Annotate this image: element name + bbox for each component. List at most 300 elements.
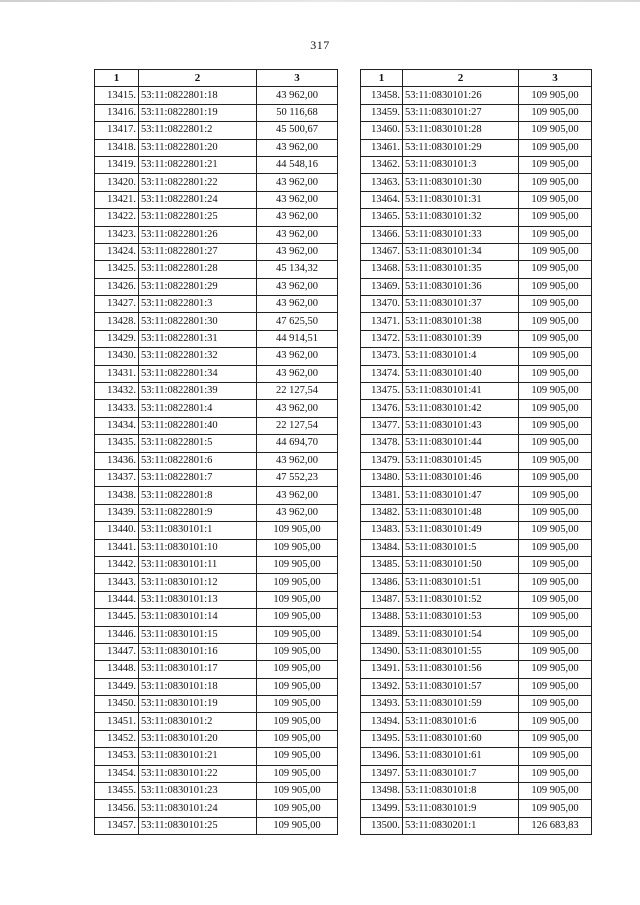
table-row [361, 696, 592, 713]
left-table [94, 69, 338, 835]
cadastral-value: 109 905,00 [519, 278, 592, 295]
cadastral-value: 109 905,00 [519, 191, 592, 208]
cadastral-value: 109 905,00 [519, 365, 592, 382]
row-number: 13500. [361, 817, 403, 834]
cadastral-number: 53:11:0830101:12 [139, 574, 257, 591]
cadastral-number: 53:11:0830101:39 [403, 330, 519, 347]
cadastral-number: 53:11:0830101:52 [403, 591, 519, 608]
header-row [95, 70, 338, 87]
header-row [361, 70, 592, 87]
row-number: 13479. [361, 452, 403, 469]
row-number: 13452. [95, 730, 139, 747]
cadastral-number: 53:11:0830101:3 [403, 156, 519, 173]
table-row [95, 87, 338, 104]
row-number: 13461. [361, 139, 403, 156]
cadastral-number: 53:11:0822801:5 [139, 435, 257, 452]
table-row [95, 243, 338, 260]
cadastral-value: 43 962,00 [257, 226, 338, 243]
table-row [361, 730, 592, 747]
cadastral-number: 53:11:0830101:33 [403, 226, 519, 243]
row-number: 13426. [95, 278, 139, 295]
table-row [95, 174, 338, 191]
cadastral-number: 53:11:0830101:56 [403, 661, 519, 678]
table-row [95, 556, 338, 573]
cadastral-value: 109 905,00 [519, 139, 592, 156]
row-number: 13446. [95, 626, 139, 643]
cadastral-number: 53:11:0830101:6 [403, 713, 519, 730]
cadastral-value: 109 905,00 [519, 226, 592, 243]
cadastral-value: 126 683,83 [519, 817, 592, 834]
row-number: 13448. [95, 661, 139, 678]
row-number: 13457. [95, 817, 139, 834]
row-number: 13460. [361, 122, 403, 139]
table-row [95, 661, 338, 678]
table-row [95, 365, 338, 382]
table-row [361, 609, 592, 626]
row-number: 13475. [361, 383, 403, 400]
row-number: 13424. [95, 243, 139, 260]
row-number: 13490. [361, 643, 403, 660]
table-row [95, 643, 338, 660]
cadastral-value: 109 905,00 [257, 522, 338, 539]
table-row [361, 383, 592, 400]
cadastral-number: 53:11:0822801:28 [139, 261, 257, 278]
row-number: 13416. [95, 104, 139, 121]
cadastral-number: 53:11:0822801:19 [139, 104, 257, 121]
row-number: 13497. [361, 765, 403, 782]
row-number: 13486. [361, 574, 403, 591]
row-number: 13482. [361, 504, 403, 521]
cadastral-number: 53:11:0822801:26 [139, 226, 257, 243]
cadastral-number: 53:11:0822801:3 [139, 296, 257, 313]
table-row [361, 783, 592, 800]
row-number: 13425. [95, 261, 139, 278]
cadastral-value: 109 905,00 [257, 591, 338, 608]
cadastral-number: 53:11:0830101:9 [403, 800, 519, 817]
table-row [95, 522, 338, 539]
row-number: 13423. [95, 226, 139, 243]
cadastral-value: 109 905,00 [257, 800, 338, 817]
header-col-3: 3 [519, 70, 592, 87]
row-number: 13437. [95, 469, 139, 486]
table-row [361, 174, 592, 191]
cadastral-number: 53:11:0830101:46 [403, 469, 519, 486]
cadastral-value: 109 905,00 [519, 783, 592, 800]
row-number: 13415. [95, 87, 139, 104]
row-number: 13474. [361, 365, 403, 382]
table-row [95, 609, 338, 626]
cadastral-value: 109 905,00 [519, 661, 592, 678]
cadastral-number: 53:11:0830101:51 [403, 574, 519, 591]
row-number: 13489. [361, 626, 403, 643]
table-row [95, 626, 338, 643]
row-number: 13429. [95, 330, 139, 347]
cadastral-number: 53:11:0830101:48 [403, 504, 519, 521]
cadastral-number: 53:11:0830101:13 [139, 591, 257, 608]
cadastral-value: 109 905,00 [257, 765, 338, 782]
row-number: 13488. [361, 609, 403, 626]
row-number: 13472. [361, 330, 403, 347]
row-number: 13451. [95, 713, 139, 730]
cadastral-value: 109 905,00 [519, 730, 592, 747]
cadastral-value: 109 905,00 [257, 713, 338, 730]
table-row [95, 591, 338, 608]
cadastral-number: 53:11:0830101:59 [403, 696, 519, 713]
cadastral-value: 109 905,00 [519, 609, 592, 626]
row-number: 13443. [95, 574, 139, 591]
table-row [95, 330, 338, 347]
table-row [95, 348, 338, 365]
cadastral-number: 53:11:0830101:28 [403, 122, 519, 139]
cadastral-number: 53:11:0830101:26 [403, 87, 519, 104]
row-number: 13464. [361, 191, 403, 208]
row-number: 13492. [361, 678, 403, 695]
row-number: 13441. [95, 539, 139, 556]
cadastral-value: 109 905,00 [519, 209, 592, 226]
cadastral-number: 53:11:0830101:27 [403, 104, 519, 121]
cadastral-number: 53:11:0830101:61 [403, 748, 519, 765]
row-number: 13421. [95, 191, 139, 208]
row-number: 13420. [95, 174, 139, 191]
cadastral-number: 53:11:0822801:22 [139, 174, 257, 191]
table-row [361, 504, 592, 521]
cadastral-value: 109 905,00 [257, 643, 338, 660]
cadastral-number: 53:11:0822801:27 [139, 243, 257, 260]
table-row [361, 365, 592, 382]
cadastral-value: 109 905,00 [519, 591, 592, 608]
cadastral-number: 53:11:0830101:19 [139, 696, 257, 713]
cadastral-value: 43 962,00 [257, 400, 338, 417]
cadastral-value: 45 134,32 [257, 261, 338, 278]
table-row [95, 539, 338, 556]
row-number: 13458. [361, 87, 403, 104]
cadastral-number: 53:11:0830101:8 [403, 783, 519, 800]
table-row [95, 469, 338, 486]
cadastral-value: 44 914,51 [257, 330, 338, 347]
table-row [361, 556, 592, 573]
cadastral-number: 53:11:0830101:38 [403, 313, 519, 330]
cadastral-value: 43 962,00 [257, 191, 338, 208]
table-row [95, 400, 338, 417]
row-number: 13466. [361, 226, 403, 243]
row-number: 13417. [95, 122, 139, 139]
cadastral-number: 53:11:0830101:29 [403, 139, 519, 156]
table-row [95, 417, 338, 434]
cadastral-value: 43 962,00 [257, 87, 338, 104]
table-row [361, 209, 592, 226]
row-number: 13477. [361, 417, 403, 434]
cadastral-value: 109 905,00 [257, 609, 338, 626]
cadastral-value: 109 905,00 [257, 574, 338, 591]
cadastral-number: 53:11:0822801:2 [139, 122, 257, 139]
table-row [95, 191, 338, 208]
table-row [361, 87, 592, 104]
cadastral-value: 109 905,00 [519, 574, 592, 591]
table-row [361, 522, 592, 539]
row-number: 13439. [95, 504, 139, 521]
row-number: 13496. [361, 748, 403, 765]
cadastral-value: 109 905,00 [519, 696, 592, 713]
row-number: 13418. [95, 139, 139, 156]
cadastral-value: 47 625,50 [257, 313, 338, 330]
cadastral-number: 53:11:0830101:43 [403, 417, 519, 434]
cadastral-number: 53:11:0830101:55 [403, 643, 519, 660]
cadastral-value: 109 905,00 [519, 400, 592, 417]
cadastral-value: 109 905,00 [519, 765, 592, 782]
cadastral-number: 53:11:0830101:11 [139, 556, 257, 573]
cadastral-number: 53:11:0830101:31 [403, 191, 519, 208]
cadastral-number: 53:11:0822801:18 [139, 87, 257, 104]
cadastral-number: 53:11:0830101:1 [139, 522, 257, 539]
cadastral-value: 109 905,00 [519, 713, 592, 730]
row-number: 13498. [361, 783, 403, 800]
cadastral-number: 53:11:0822801:4 [139, 400, 257, 417]
row-number: 13481. [361, 487, 403, 504]
cadastral-value: 109 905,00 [257, 539, 338, 556]
row-number: 13473. [361, 348, 403, 365]
table-row [361, 800, 592, 817]
table-row [361, 296, 592, 313]
cadastral-number: 53:11:0830101:47 [403, 487, 519, 504]
cadastral-value: 109 905,00 [257, 626, 338, 643]
cadastral-number: 53:11:0830101:17 [139, 661, 257, 678]
cadastral-value: 43 962,00 [257, 278, 338, 295]
cadastral-value: 43 962,00 [257, 365, 338, 382]
table-row [361, 191, 592, 208]
row-number: 13499. [361, 800, 403, 817]
row-number: 13419. [95, 156, 139, 173]
table-row [95, 487, 338, 504]
cadastral-value: 22 127,54 [257, 417, 338, 434]
cadastral-value: 43 962,00 [257, 296, 338, 313]
right-table [360, 69, 592, 835]
cadastral-value: 109 905,00 [257, 730, 338, 747]
cadastral-number: 53:11:0822801:7 [139, 469, 257, 486]
cadastral-value: 109 905,00 [519, 383, 592, 400]
table-row [361, 139, 592, 156]
table-row [361, 765, 592, 782]
cadastral-number: 53:11:0830101:32 [403, 209, 519, 226]
cadastral-value: 43 962,00 [257, 452, 338, 469]
cadastral-number: 53:11:0830101:25 [139, 817, 257, 834]
table-row [95, 383, 338, 400]
table-row [95, 139, 338, 156]
cadastral-number: 53:11:0830101:20 [139, 730, 257, 747]
cadastral-number: 53:11:0822801:34 [139, 365, 257, 382]
cadastral-value: 109 905,00 [257, 748, 338, 765]
table-row [95, 696, 338, 713]
row-number: 13422. [95, 209, 139, 226]
table-row [361, 817, 592, 834]
cadastral-value: 109 905,00 [519, 104, 592, 121]
row-number: 13427. [95, 296, 139, 313]
table-row [95, 452, 338, 469]
cadastral-value: 109 905,00 [519, 643, 592, 660]
cadastral-number: 53:11:0830101:22 [139, 765, 257, 782]
row-number: 13485. [361, 556, 403, 573]
cadastral-value: 109 905,00 [519, 539, 592, 556]
cadastral-value: 22 127,54 [257, 383, 338, 400]
cadastral-number: 53:11:0822801:30 [139, 313, 257, 330]
cadastral-value: 109 905,00 [519, 800, 592, 817]
cadastral-value: 109 905,00 [519, 243, 592, 260]
cadastral-number: 53:11:0830101:2 [139, 713, 257, 730]
row-number: 13467. [361, 243, 403, 260]
row-number: 13491. [361, 661, 403, 678]
cadastral-value: 109 905,00 [519, 556, 592, 573]
cadastral-value: 47 552,23 [257, 469, 338, 486]
cadastral-value: 43 962,00 [257, 209, 338, 226]
row-number: 13442. [95, 556, 139, 573]
table-row [361, 313, 592, 330]
table-row [361, 661, 592, 678]
left-table-body [95, 87, 338, 835]
cadastral-value: 109 905,00 [519, 330, 592, 347]
cadastral-number: 53:11:0830101:24 [139, 800, 257, 817]
row-number: 13470. [361, 296, 403, 313]
right-table-body [361, 87, 592, 835]
cadastral-value: 109 905,00 [519, 748, 592, 765]
row-number: 13453. [95, 748, 139, 765]
table-row [95, 504, 338, 521]
table-row [361, 122, 592, 139]
cadastral-number: 53:11:0822801:21 [139, 156, 257, 173]
cadastral-number: 53:11:0830101:40 [403, 365, 519, 382]
table-row [361, 678, 592, 695]
cadastral-number: 53:11:0830101:37 [403, 296, 519, 313]
row-number: 13471. [361, 313, 403, 330]
cadastral-value: 109 905,00 [519, 522, 592, 539]
table-row [361, 713, 592, 730]
row-number: 13459. [361, 104, 403, 121]
cadastral-number: 53:11:0830101:36 [403, 278, 519, 295]
table-row [361, 330, 592, 347]
table-row [95, 278, 338, 295]
cadastral-value: 109 905,00 [519, 261, 592, 278]
table-row [95, 435, 338, 452]
cadastral-number: 53:11:0830101:30 [403, 174, 519, 191]
cadastral-value: 109 905,00 [519, 296, 592, 313]
table-row [95, 765, 338, 782]
cadastral-value: 109 905,00 [519, 313, 592, 330]
cadastral-number: 53:11:0822801:9 [139, 504, 257, 521]
header-col-2: 2 [139, 70, 257, 87]
cadastral-value: 43 962,00 [257, 243, 338, 260]
cadastral-number: 53:11:0830101:44 [403, 435, 519, 452]
cadastral-value: 109 905,00 [257, 678, 338, 695]
row-number: 13495. [361, 730, 403, 747]
table-row [361, 104, 592, 121]
row-number: 13449. [95, 678, 139, 695]
table-row [361, 539, 592, 556]
table-row [95, 122, 338, 139]
cadastral-number: 53:11:0830101:45 [403, 452, 519, 469]
table-row [361, 452, 592, 469]
cadastral-number: 53:11:0830101:35 [403, 261, 519, 278]
table-row [95, 748, 338, 765]
row-number: 13454. [95, 765, 139, 782]
table-row [95, 783, 338, 800]
row-number: 13455. [95, 783, 139, 800]
cadastral-value: 44 548,16 [257, 156, 338, 173]
header-col-1: 1 [361, 70, 403, 87]
row-number: 13469. [361, 278, 403, 295]
row-number: 13456. [95, 800, 139, 817]
cadastral-value: 50 116,68 [257, 104, 338, 121]
cadastral-number: 53:11:0830101:21 [139, 748, 257, 765]
cadastral-value: 109 905,00 [519, 122, 592, 139]
cadastral-number: 53:11:0830101:16 [139, 643, 257, 660]
cadastral-number: 53:11:0830101:23 [139, 783, 257, 800]
row-number: 13487. [361, 591, 403, 608]
cadastral-number: 53:11:0822801:6 [139, 452, 257, 469]
cadastral-value: 43 962,00 [257, 348, 338, 365]
cadastral-value: 109 905,00 [257, 696, 338, 713]
table-row [95, 574, 338, 591]
cadastral-number: 53:11:0822801:24 [139, 191, 257, 208]
table-row [361, 435, 592, 452]
cadastral-number: 53:11:0830101:53 [403, 609, 519, 626]
table-row [95, 296, 338, 313]
row-number: 13494. [361, 713, 403, 730]
table-row [361, 278, 592, 295]
cadastral-value: 109 905,00 [519, 156, 592, 173]
table-row [361, 243, 592, 260]
cadastral-value: 43 962,00 [257, 139, 338, 156]
cadastral-number: 53:11:0822801:40 [139, 417, 257, 434]
row-number: 13484. [361, 539, 403, 556]
table-row [95, 817, 338, 834]
cadastral-value: 109 905,00 [519, 504, 592, 521]
cadastral-value: 109 905,00 [519, 417, 592, 434]
row-number: 13476. [361, 400, 403, 417]
table-row [95, 209, 338, 226]
row-number: 13432. [95, 383, 139, 400]
cadastral-value: 109 905,00 [257, 817, 338, 834]
table-row [95, 104, 338, 121]
cadastral-value: 109 905,00 [519, 452, 592, 469]
cadastral-number: 53:11:0830101:4 [403, 348, 519, 365]
row-number: 13468. [361, 261, 403, 278]
cadastral-value: 44 694,70 [257, 435, 338, 452]
row-number: 13450. [95, 696, 139, 713]
table-row [95, 730, 338, 747]
table-row [361, 226, 592, 243]
cadastral-number: 53:11:0822801:39 [139, 383, 257, 400]
cadastral-number: 53:11:0830101:54 [403, 626, 519, 643]
row-number: 13444. [95, 591, 139, 608]
row-number: 13478. [361, 435, 403, 452]
row-number: 13447. [95, 643, 139, 660]
row-number: 13431. [95, 365, 139, 382]
page-number: 317 [310, 38, 330, 52]
table-row [361, 574, 592, 591]
cadastral-value: 109 905,00 [519, 469, 592, 486]
row-number: 13435. [95, 435, 139, 452]
cadastral-number: 53:11:0830101:5 [403, 539, 519, 556]
table-row [361, 469, 592, 486]
table-row [95, 156, 338, 173]
table-row [361, 417, 592, 434]
table-row [95, 800, 338, 817]
cadastral-number: 53:11:0830201:1 [403, 817, 519, 834]
cadastral-number: 53:11:0830101:60 [403, 730, 519, 747]
cadastral-number: 53:11:0830101:10 [139, 539, 257, 556]
cadastral-value: 109 905,00 [257, 556, 338, 573]
cadastral-value: 43 962,00 [257, 504, 338, 521]
cadastral-value: 109 905,00 [519, 348, 592, 365]
cadastral-number: 53:11:0830101:18 [139, 678, 257, 695]
